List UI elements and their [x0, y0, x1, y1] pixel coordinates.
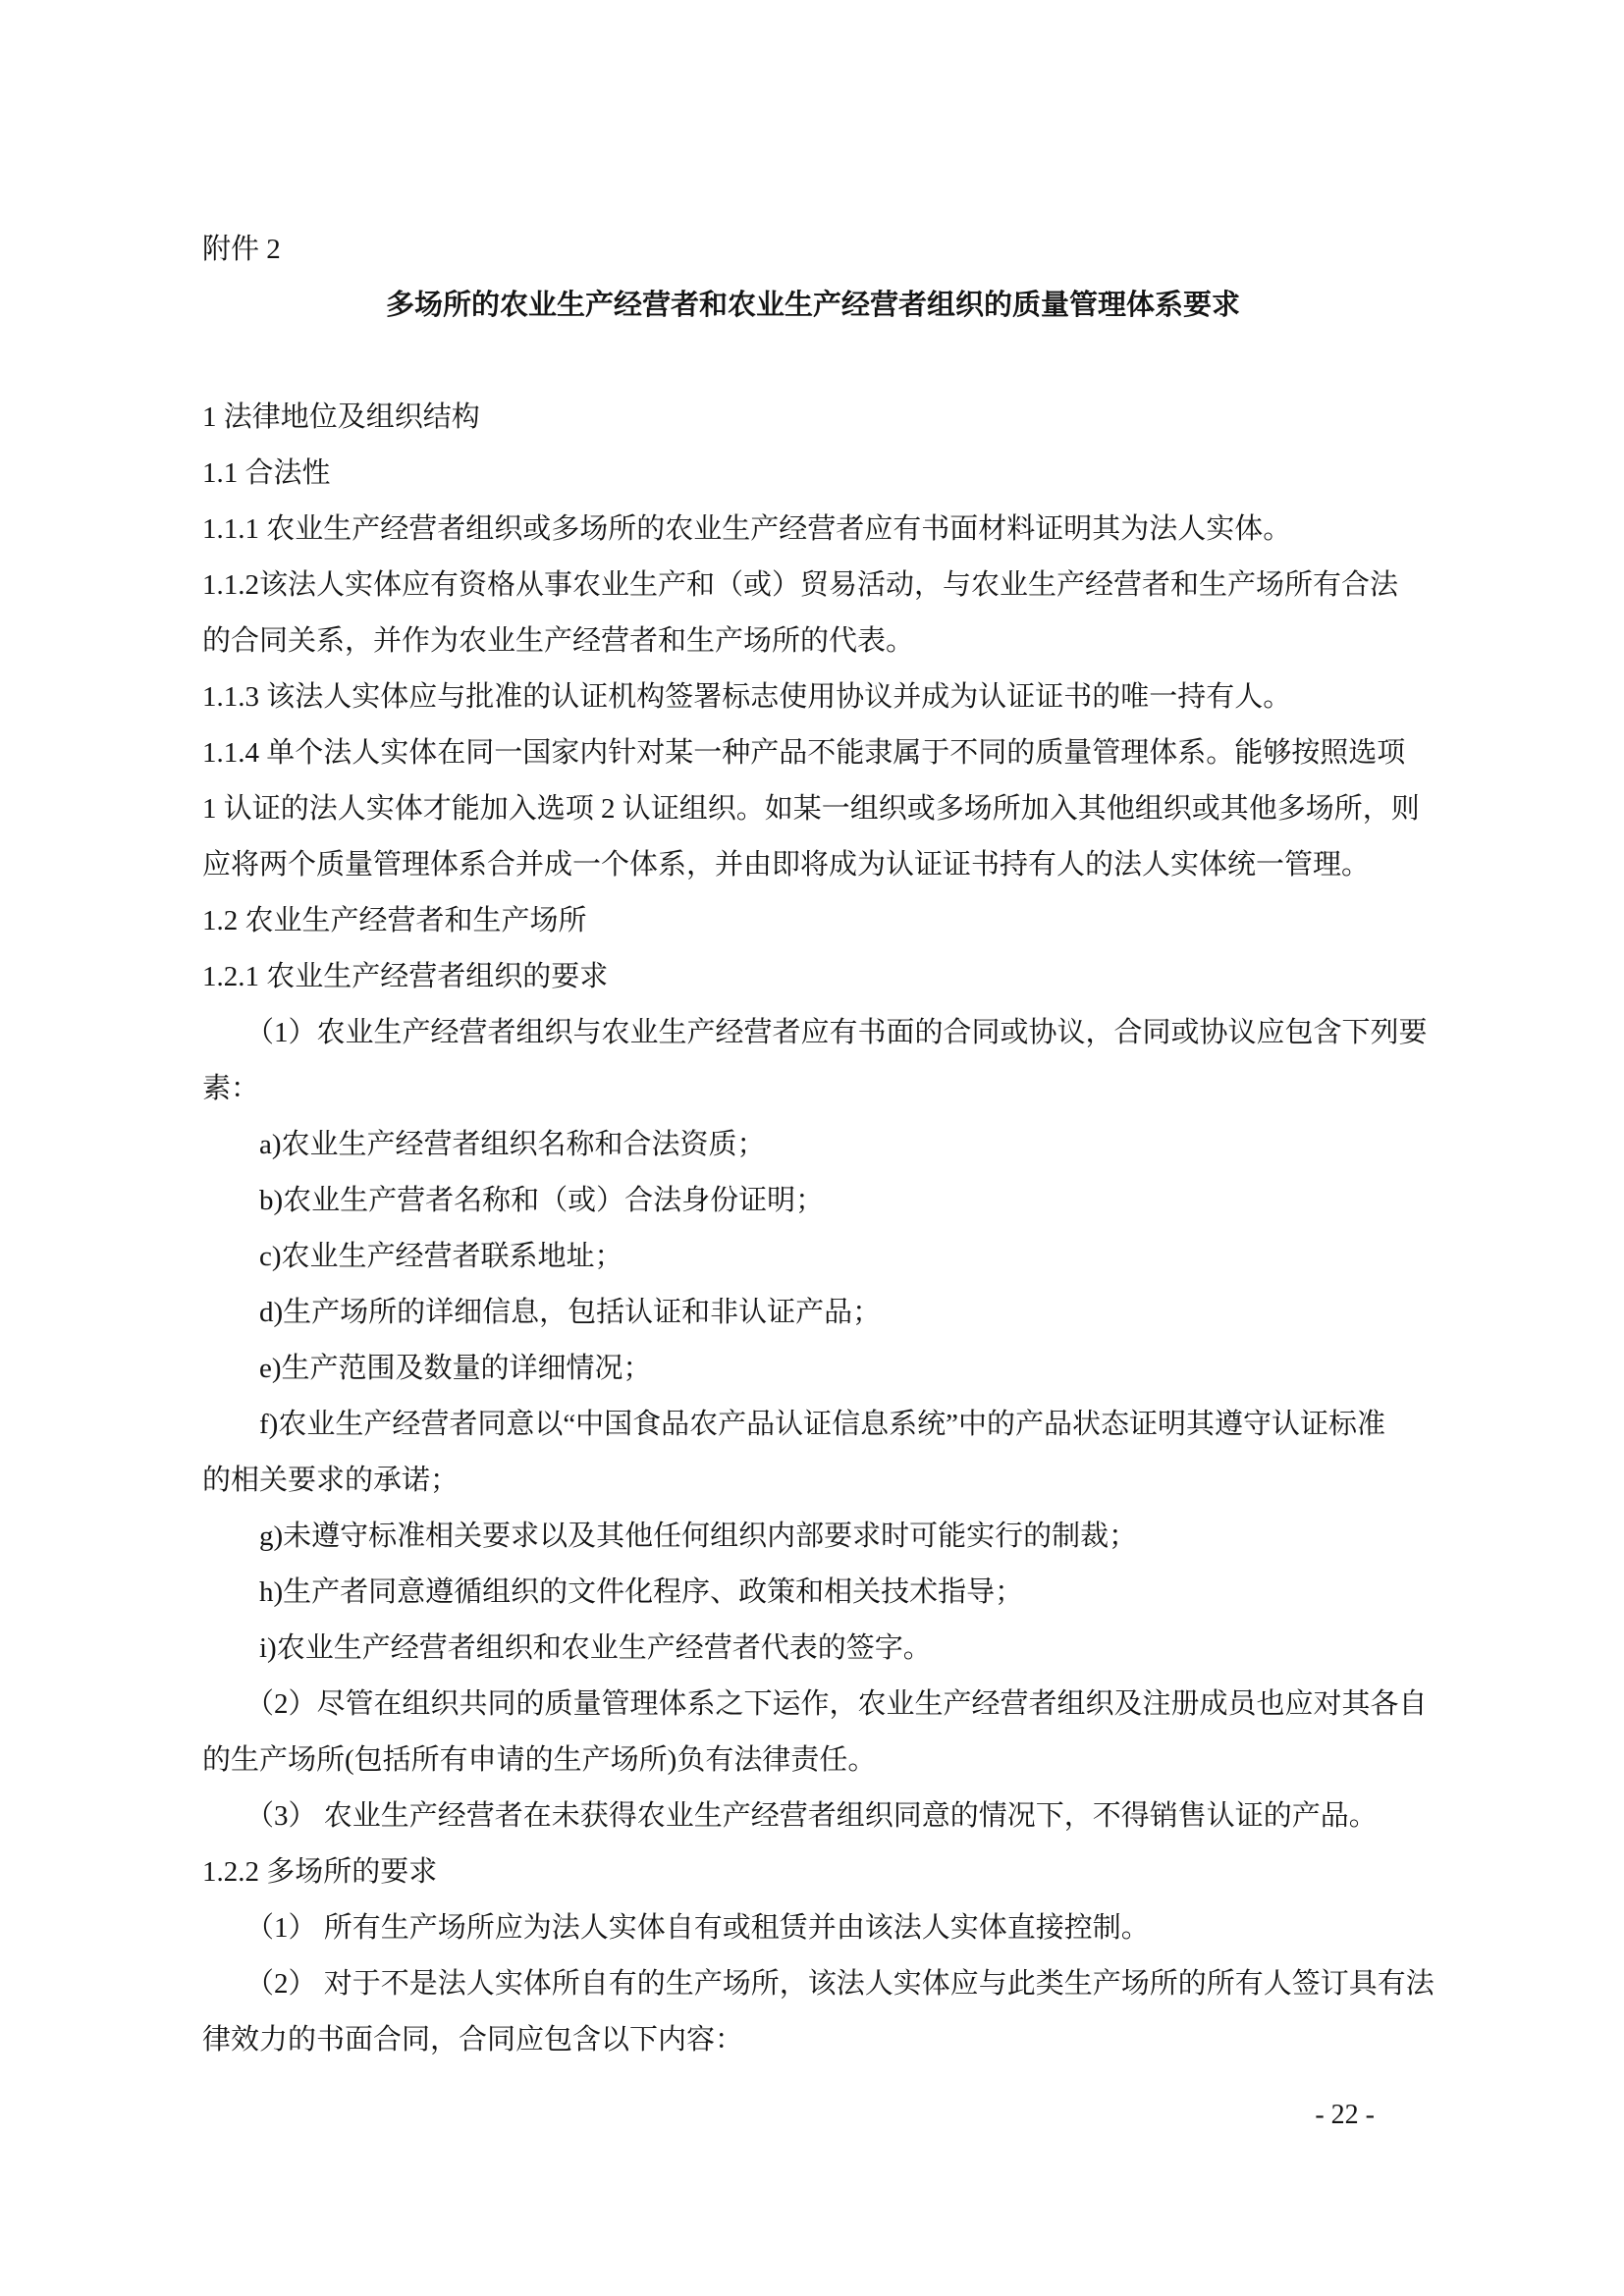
- attachment-label: 附件 2: [202, 234, 281, 265]
- section-1-2-2-heading: 1.2.2 多场所的要求: [202, 1856, 438, 1888]
- site-item-2-text-line2: 律效力的书面合同，合同应包含以下内容：: [202, 2024, 744, 2056]
- section-1-heading: 1 法律地位及组织结构: [202, 401, 480, 433]
- section-1-1-heading: 1.1 合法性: [202, 457, 331, 489]
- document-content: [202, 222, 1435, 2068]
- item-d-text: d)生产场所的详细信息，包括认证和非认证产品；: [259, 1297, 882, 1328]
- page-number: - 22 -: [1315, 2100, 1375, 2130]
- item-f-text-line2: 的相关要求的承诺；: [202, 1465, 460, 1496]
- item-i-text: i)农业生产经营者组织和农业生产经营者代表的签字。: [259, 1632, 932, 1664]
- document-title: 多场所的农业生产经营者和农业生产经营者组织的质量管理体系要求: [385, 290, 1240, 321]
- item-g-text: g)未遵守标准相关要求以及其他任何组织内部要求时可能实行的制裁；: [259, 1521, 1138, 1552]
- item-f-text-line1: f)农业生产经营者同意以“中国食品农产品认证信息系统”中的产品状态证明其遵守认证标准: [259, 1409, 1386, 1440]
- item-2-text-line1: （2）尽管在组织共同的质量管理体系之下运作，农业生产经营者组织及注册成员也应对其各自: [245, 1688, 1428, 1720]
- item-h-text: h)生产者同意遵循组织的文件化程序、政策和相关技术指导；: [259, 1576, 1024, 1608]
- clause-1-1-4-text-line3: 应将两个质量管理体系合并成一个体系，并由即将成为认证证书持有人的法人实体统一管理。: [202, 849, 1371, 881]
- item-1-text-line1: （1）农业生产经营者组织与农业生产经营者应有书面的合同或协议，合同或协议应包含下列要: [245, 1017, 1428, 1048]
- clause-1-1-2-text-line1: 1.1.2该法人实体应有资格从事农业生产和（或）贸易活动，与农业生产经营者和生产场所有合法: [202, 569, 1399, 601]
- section-1-2-heading: 1.2 农业生产经营者和生产场所: [202, 905, 587, 936]
- section-1-2-1-heading: 1.2.1 农业生产经营者组织的要求: [202, 961, 609, 992]
- site-item-1-text: （1） 所有生产场所应为法人实体自有或租赁并由该法人实体直接控制。: [245, 1912, 1150, 1944]
- clause-1-1-2-text-line2: 的合同关系，并作为农业生产经营者和生产场所的代表。: [202, 625, 915, 657]
- item-b-text: b)农业生产营者名称和（或）合法身份证明；: [259, 1185, 825, 1216]
- clause-1-1-3-text: 1.1.3 该法人实体应与批准的认证机构签署标志使用协议并成为认证证书的唯一持有人。: [202, 681, 1292, 713]
- site-item-2-text-line1: （2） 对于不是法人实体所自有的生产场所，该法人实体应与此类生产场所的所有人签订具有法: [245, 1968, 1435, 2000]
- item-a-text: a)农业生产经营者组织名称和合法资质；: [259, 1129, 766, 1160]
- item-c-text: c)农业生产经营者联系地址；: [259, 1241, 623, 1272]
- item-2-text-line2: 的生产场所(包括所有申请的生产场所)负有法律责任。: [202, 1744, 877, 1776]
- clause-1-1-4-text-line2: 1 认证的法人实体才能加入选项 2 认证组织。如某一组织或多场所加入其他组织或其他多场所，则: [202, 793, 1420, 825]
- clause-1-1-1-text: 1.1.1 农业生产经营者组织或多场所的农业生产经营者应有书面材料证明其为法人实体。: [202, 513, 1292, 545]
- item-1-text-line2: 素：: [202, 1073, 260, 1104]
- item-e-text: e)生产范围及数量的详细情况；: [259, 1353, 652, 1384]
- item-3-text: （3） 农业生产经营者在未获得农业生产经营者组织同意的情况下，不得销售认证的产品。: [245, 1800, 1378, 1832]
- clause-1-1-4-text-line1: 1.1.4 单个法人实体在同一国家内针对某一种产品不能隶属于不同的质量管理体系。能够按照选项: [202, 737, 1406, 769]
